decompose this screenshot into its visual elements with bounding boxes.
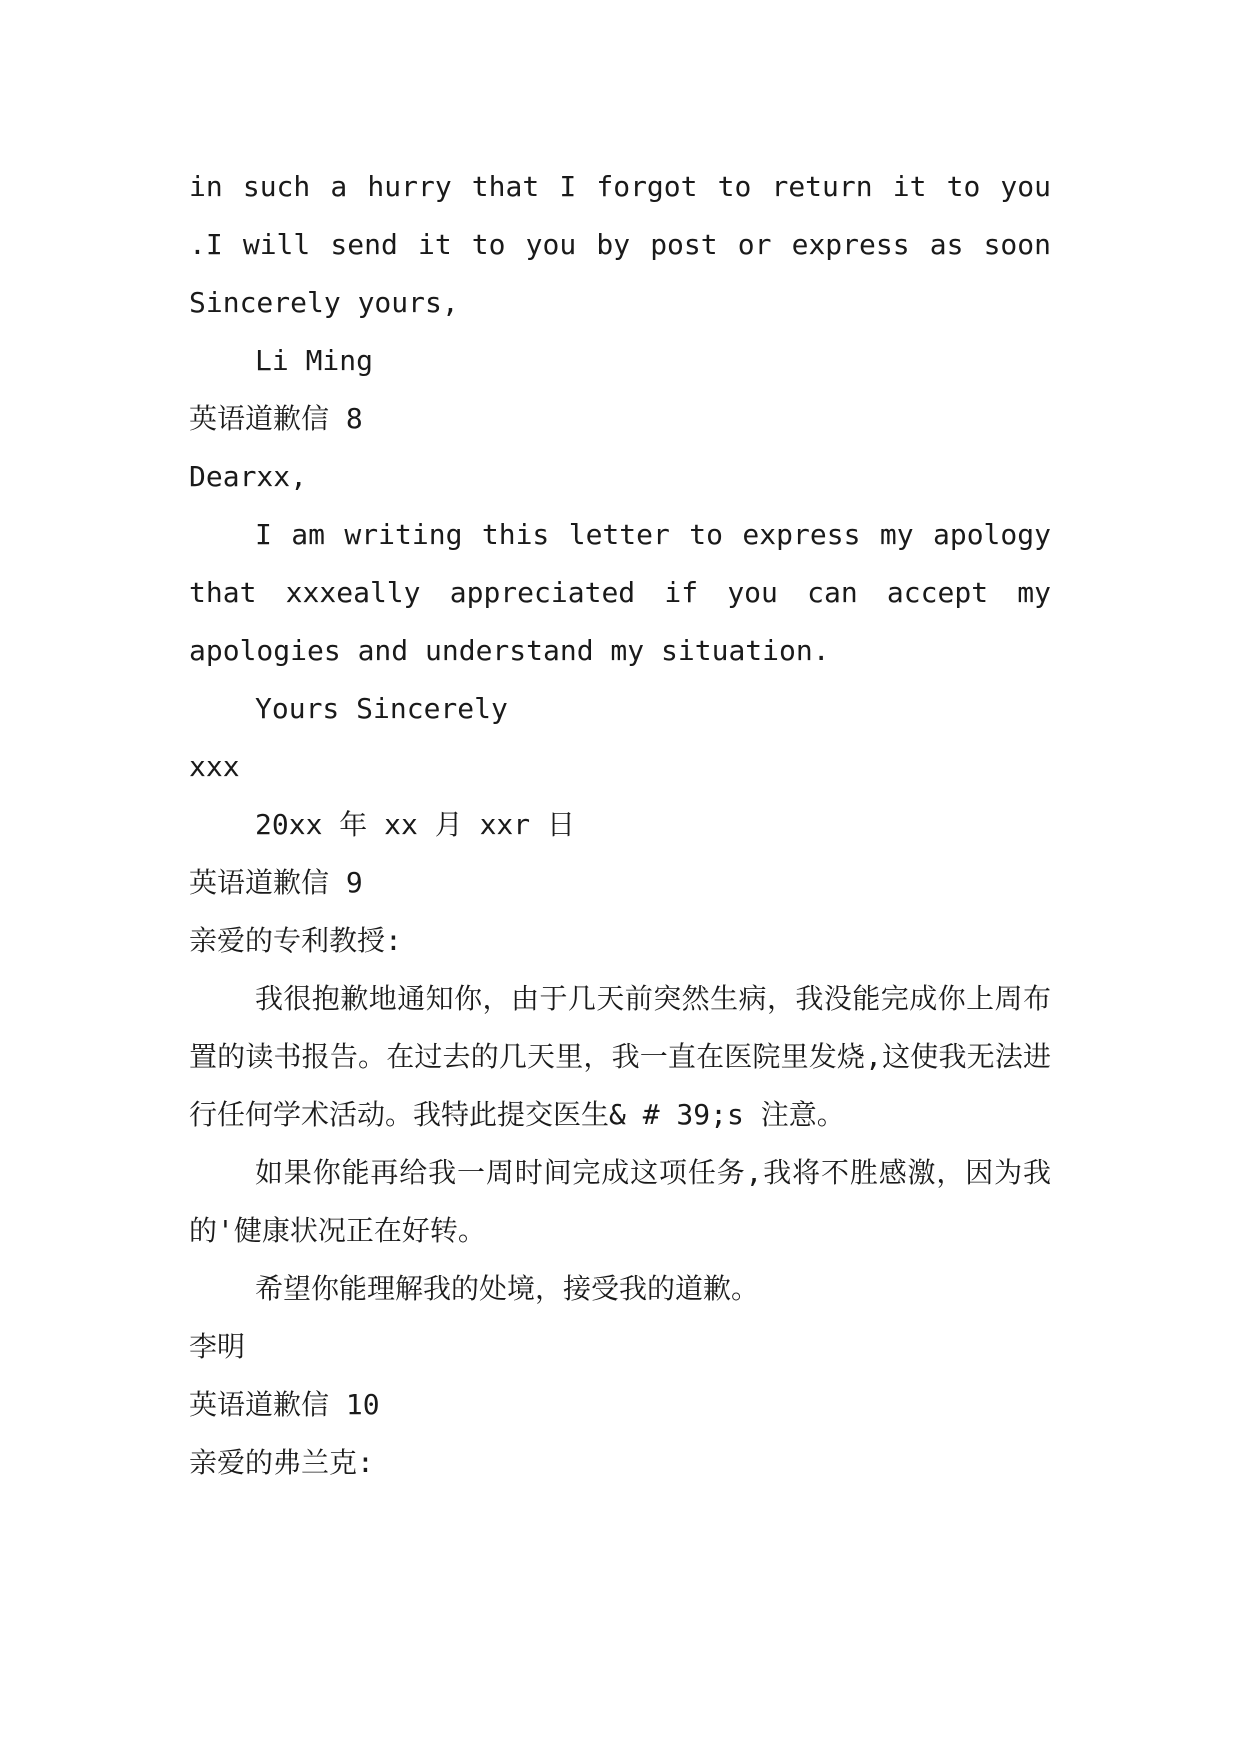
letter8-heading: 英语道歉信 8 (189, 402, 363, 435)
letter9-paragraph-3: 希望你能理解我的处境，接受我的道歉。 (255, 1272, 760, 1305)
letter8-salutation: Dearxx, (189, 460, 308, 493)
letter9-paragraph-2: 如果你能再给我一周时间完成这项任务,我将不胜感激，因为我的'健康状况正在好转。 (189, 1156, 1051, 1247)
letter8-closing: Yours Sincerely (255, 692, 508, 725)
document-body (189, 158, 1051, 1492)
letter10-salutation: 亲爱的弗兰克: (189, 1446, 374, 1479)
letter9-paragraph-1: 我很抱歉地通知你，由于几天前突然生病，我没能完成你上周布置的读书报告。在过去的几天里，我一直在医院里发烧,这使我无法进行任何学术活动。我特此提交医生& # 39;s 注意。 (189, 982, 1051, 1131)
letter9-heading: 英语道歉信 9 (189, 866, 363, 899)
letter7-body: in such a hurry that I forgot to return it to you .I will send it to you by post or express as soon Sincerely yours, (189, 170, 1051, 319)
letter7-signature: Li Ming (255, 344, 374, 377)
letter8-body: I am writing this letter to express my apology that xxxeally appreciated if you can accept my apologies and understand my situation. (189, 518, 1051, 667)
letter9-signature: 李明 (189, 1330, 246, 1363)
letter9-salutation: 亲爱的专利教授: (189, 924, 402, 957)
letter8-date: 20xx 年 xx 月 xxr 日 (255, 808, 576, 841)
letter8-name: xxx (189, 750, 240, 783)
letter10-heading: 英语道歉信 10 (189, 1388, 380, 1421)
